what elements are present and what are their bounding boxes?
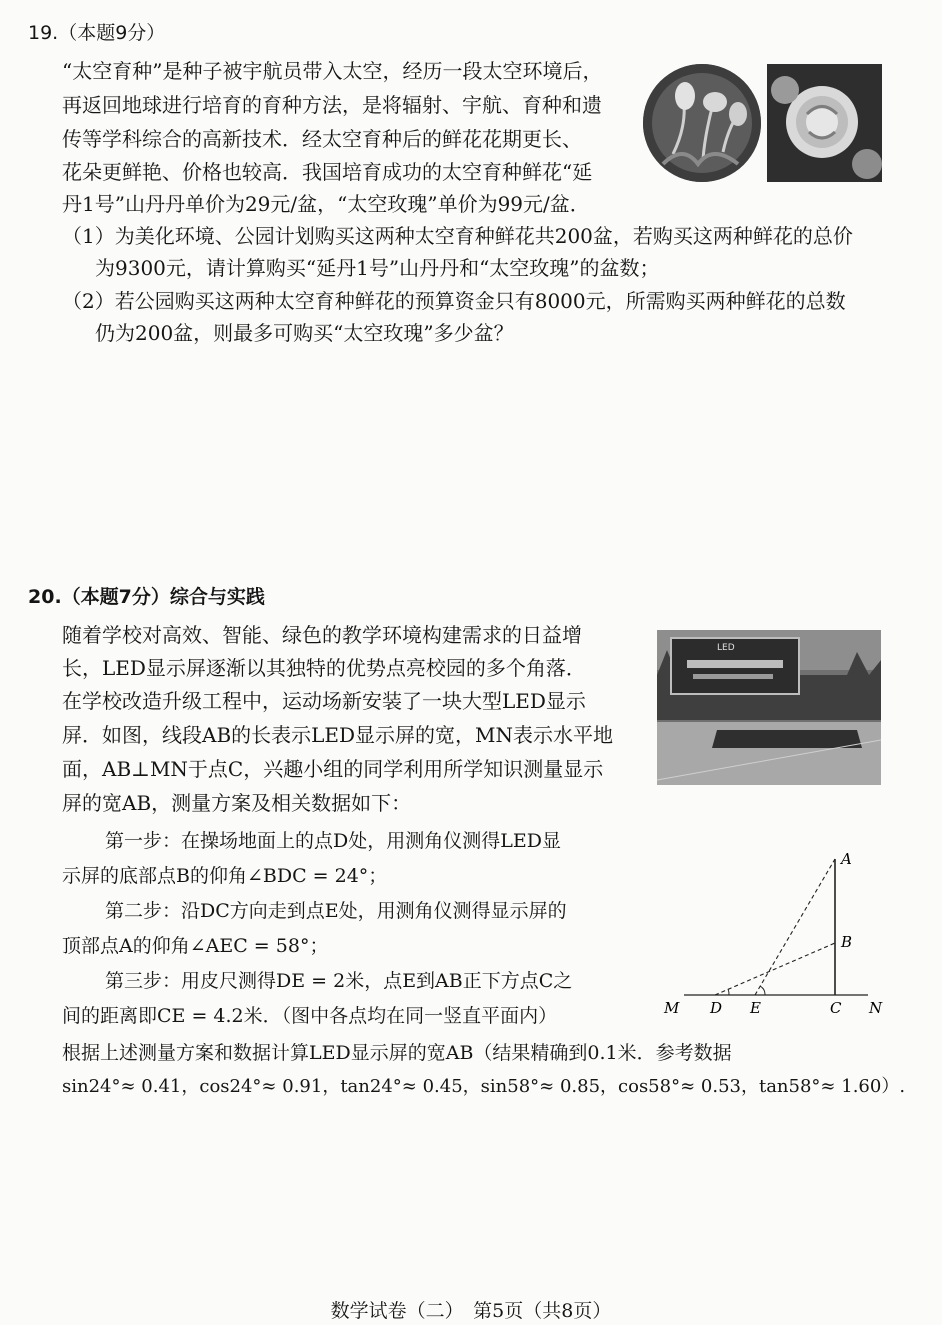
- q20-line: 随着学校对高效、智能、绿色的教学环境构建需求的日益增: [62, 623, 582, 647]
- label-N: N: [869, 999, 883, 1017]
- q20-line: 长，LED显示屏逐渐以其独特的优势点亮校园的多个角落．: [62, 656, 586, 680]
- q20-line: 面，AB⊥MN于点C，兴趣小组的同学利用所学知识测量显示: [62, 757, 604, 781]
- q20-step3: 第三步：用皮尺测得DE = 2米，点E到AB正下方点C之: [105, 970, 573, 992]
- q19-part1-line: 为9300元，请计算购买“延丹1号”山丹丹和“太空玫瑰”的盆数；: [95, 256, 660, 280]
- q20-header: 20.（本题7分）综合与实践: [28, 586, 265, 608]
- label-C: C: [830, 999, 842, 1017]
- dashed-line-EA: [755, 859, 835, 995]
- label-D: D: [710, 999, 723, 1017]
- led-screen-caption: LED: [717, 643, 735, 653]
- geometry-diagram: [660, 845, 900, 1025]
- lily-flower-photo: [643, 64, 761, 182]
- q20-step1: 第一步：在操场地面上的点D处，用测角仪测得LED显: [105, 830, 561, 852]
- q19-line: 丹1号”山丹丹单价为29元/盆，“太空玫瑰”单价为99元/盆．: [62, 192, 590, 216]
- label-M: M: [664, 999, 680, 1017]
- q20-step2-cont: 顶部点A的仰角∠AEC = 58°；: [62, 935, 329, 957]
- q20-step3-cont: 间的距离即CE = 4.2米．（图中各点均在同一竖直平面内）: [62, 1005, 558, 1027]
- q19-header: 19.（本题9分）: [28, 22, 166, 44]
- q19-line: “太空育种”是种子被宇航员带入太空，经历一段太空环境后，: [62, 59, 603, 83]
- rose-photo: [767, 64, 882, 182]
- angle-mark-D: [728, 989, 729, 995]
- q20-line: 在学校改造升级工程中，运动场新安装了一块大型LED显示: [62, 689, 586, 713]
- angle-mark-E: [760, 986, 765, 995]
- label-B: B: [841, 933, 853, 951]
- q19-line: 再返回地球进行培育的育种方法，是将辐射、宇航、育种和遗: [62, 93, 602, 117]
- q19-line: 传等学科综合的高新技术．经太空育种后的鲜花花期更长、: [62, 127, 582, 151]
- label-E: E: [750, 999, 761, 1017]
- q20-step1-cont: 示屏的底部点B的仰角∠BDC = 24°；: [62, 865, 388, 887]
- label-A: A: [841, 850, 852, 868]
- q19-part2-line: 仍为200盆，则最多可购买“太空玫瑰”多少盆？: [95, 321, 514, 345]
- led-screen-photo: [657, 630, 881, 785]
- q19-line: 花朵更鲜艳、价格也较高．我国培育成功的太空育种鲜花“延: [62, 160, 593, 184]
- q19-part2-line: （2）若公园购买这两种太空育种鲜花的预算资金只有8000元，所需购买两种鲜花的总数: [62, 289, 846, 313]
- q20-step2: 第二步：沿DC方向走到点E处，用测角仪测得显示屏的: [105, 900, 567, 922]
- q20-line: 屏．如图，线段AB的长表示LED显示屏的宽，MN表示水平地: [62, 723, 614, 747]
- dashed-line-DB: [715, 943, 835, 995]
- page-footer: 数学试卷（二） 第5页（共8页）: [330, 1300, 612, 1322]
- q19-part1-line: （1）为美化环境、公园计划购买这两种太空育种鲜花共200盆，若购买这两种鲜花的总价: [62, 224, 853, 248]
- q20-line: 屏的宽AB，测量方案及相关数据如下：: [62, 791, 412, 815]
- q20-reference-data: sin24°≈ 0.41，cos24°≈ 0.91，tan24°≈ 0.45，sin58°≈ 0.85，cos58°≈ 0.53，tan58°≈ 1.60）.: [62, 1076, 906, 1097]
- q20-task: 根据上述测量方案和数据计算LED显示屏的宽AB（结果精确到0.1米．参考数据: [62, 1042, 732, 1064]
